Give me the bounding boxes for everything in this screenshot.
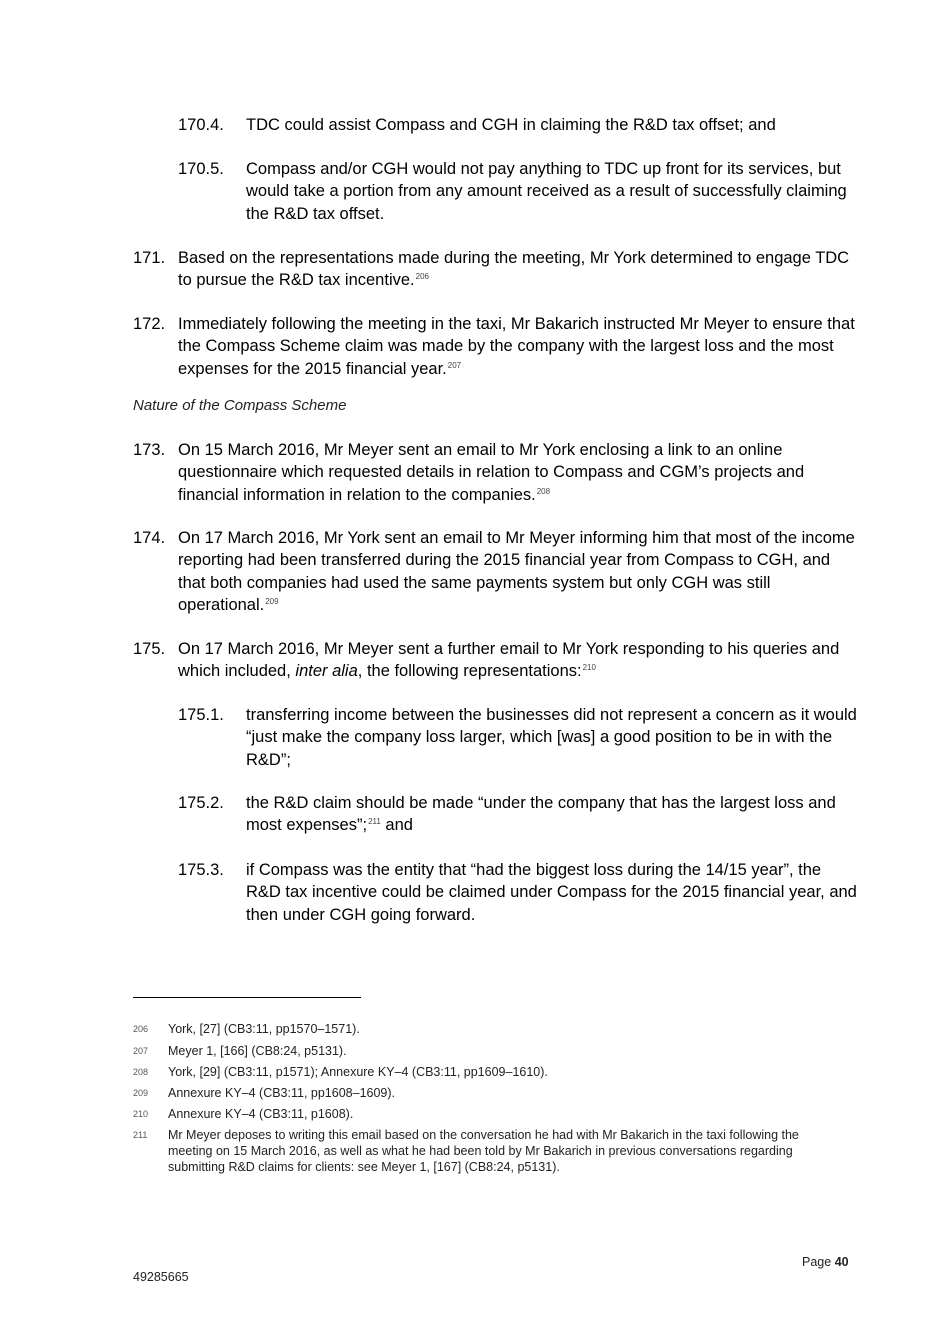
paragraph-text: the R&D claim should be made “under the company that has the largest loss and most expenses”;$^{211}$ and [246, 794, 836, 835]
footnote-ref[interactable]: 206 [415, 272, 429, 282]
paragraph-text: if Compass was the entity that “had the biggest loss during the 14/15 year”, the R&D tax incentive could be claimed under Compass for the 2015 financial year, and then under CGH going forward. [246, 861, 857, 924]
paragraph-number: 171. [133, 249, 166, 267]
paragraph-number: 172. [133, 315, 166, 333]
paragraph-number: 170.5. [178, 160, 224, 178]
paragraph-text: On 15 March 2016, Mr Meyer sent an email to Mr York enclosing a link to an online questionnaire which requested details in relation to Compass and CGM’s projects and financial information in relation to the companies.$^{208}$ [178, 441, 805, 504]
footnote-ref[interactable]: 207 [447, 360, 462, 370]
footnote-text: Mr Meyer deposes to writing this email based on the conversation he had with Mr Bakarich in the taxi following the meeting on 15 March 2016, as well as what he had been told by Mr Bakarich in previous conversations regarding submitting R&D claims for clients: see Meyer 1, [167] (CB8:24, p5131). [168, 1128, 799, 1175]
footnote-text: Annexure KY–4 (CB3:11, pp1608–1609). [168, 1086, 396, 1100]
footnote-text: York, [29] (CB3:11, p1571); Annexure KY–4 (CB3:11, pp1609–1610). [168, 1065, 548, 1079]
paragraph-number: 174. [133, 529, 166, 547]
footnote-ref[interactable]: 208 [536, 486, 551, 496]
page-label: Page [802, 1255, 832, 1269]
footnote-text: Annexure KY–4 (CB3:11, p1608). [168, 1107, 354, 1121]
paragraph-number: 175. [133, 640, 166, 658]
footnote-text: York, [27] (CB3:11, pp1570–1571). [168, 1022, 360, 1036]
paragraph-text: On 17 March 2016, Mr Meyer sent a further email to Mr York responding to his queries and which included, inter alia, the following representations:$^{210}$ [178, 640, 840, 681]
footnote-number: 209 [133, 1088, 149, 1098]
footnote-number: 211 [133, 1130, 148, 1140]
paragraph-text: Compass and/or CGH would not pay anything to TDC up front for its services, but would take a portion from any amount received as a result of successfully claiming the R&D tax offset. [246, 160, 847, 223]
footnote-number: 206 [133, 1024, 149, 1034]
paragraph-text: Based on the representations made during the meeting, Mr York determined to engage TDC to pursue the R&D tax incentive.$^{206}$ [178, 249, 850, 290]
footnote-number: 208 [133, 1067, 149, 1077]
latin-phrase: inter alia [295, 662, 358, 681]
footnote-text: Meyer 1, [166] (CB8:24, p5131). [168, 1044, 347, 1058]
page-number-value: 40 [834, 1255, 849, 1269]
paragraph-text: Immediately following the meeting in the taxi, Mr Bakarich instructed Mr Meyer to ensure that the Compass Scheme claim was made by the company with the largest loss and the most expenses for the 2015 financial year.$^{207}$ [178, 315, 855, 378]
footnote-ref[interactable]: 209 [265, 596, 279, 606]
page-number [802, 1255, 849, 1269]
paragraph-text: transferring income between the businesses did not represent a concern as it would “just make the company loss larger, which [was] a good position to be in with the R&D”; [246, 706, 857, 769]
footnote-ref[interactable]: 210 [582, 663, 596, 673]
footnote-separator [133, 997, 361, 998]
paragraph-number: 173. [133, 441, 166, 459]
paragraph-number: 175.3. [178, 861, 224, 879]
paragraph-number: 170.4. [178, 116, 224, 134]
paragraph-text: TDC could assist Compass and CGH in claiming the R&D tax offset; and [246, 116, 776, 134]
paragraph-text: On 17 March 2016, Mr York sent an email to Mr Meyer informing him that most of the income reporting had been transferred during the 2015 financial year from Compass to CGH, and that both companies had used the same payments system but only CGH was still operational.$^{209}$ [178, 529, 855, 614]
paragraph-number: 175.2. [178, 794, 224, 812]
paragraph-number: 175.1. [178, 706, 224, 724]
document-id: 49285665 [133, 1270, 189, 1284]
footnote-number: 210 [133, 1109, 149, 1119]
footnote-number: 207 [133, 1046, 149, 1056]
footnote-ref[interactable]: 211 [368, 817, 381, 827]
section-heading: Nature of the Compass Scheme [133, 397, 347, 414]
